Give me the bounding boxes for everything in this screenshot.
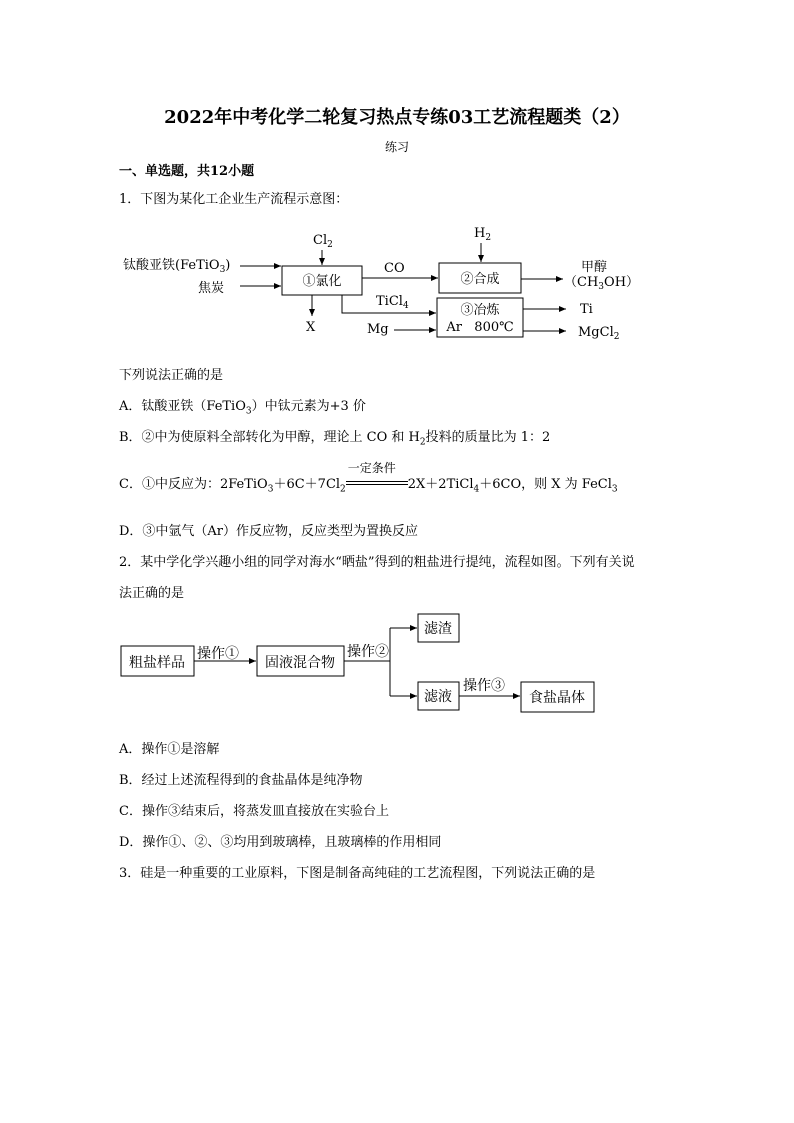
page-title: 2022年中考化学二轮复习热点专练03工艺流程题类（2） [164, 107, 630, 128]
q2-option-b: B．经过上述流程得到的食盐晶体是纯净物 [119, 773, 363, 788]
box-solid-liquid-mixture-label: 固液混合物 [265, 655, 335, 671]
box-salt-crystal-label: 食盐晶体 [529, 690, 585, 706]
q1-input-coke: 焦炭 [198, 281, 225, 296]
q1-co: CO [384, 261, 405, 276]
q1-h2: $H_2$ [474, 226, 492, 243]
q1-mg: Mg [367, 322, 389, 337]
q1-ticl4: TiCl$_4$ [376, 294, 409, 311]
reaction-condition-arrow [346, 461, 408, 488]
box-chlorination-label: ①氯化 [302, 274, 342, 289]
q1-ti: Ti [580, 302, 593, 317]
q1-stem: 1．下图为某化工企业生产流程示意图： [119, 192, 349, 207]
q1-prompt: 下列说法正确的是 [119, 368, 224, 383]
q2-option-d: D．操作①、②、③均用到玻璃棒，且玻璃棒的作用相同 [119, 835, 442, 850]
box-crude-salt-label: 粗盐样品 [129, 655, 185, 671]
q1-x: X [306, 320, 316, 335]
page-subtitle: 练习 [384, 140, 409, 154]
q2-flow-diagram [0, 600, 794, 720]
q1-option-a: A．钛酸亚铁（FeTiO$_3$）中钛元素为+3 价 [119, 399, 366, 417]
q1-mgcl2: MgCl$_2$ [578, 325, 620, 342]
box-smelting-label: ③冶炼 [460, 303, 500, 318]
q1-methanol-formula: $(CH_3OH)$ [564, 275, 640, 292]
box-filtrate-label: 滤液 [424, 689, 452, 705]
q1-flow-diagram [0, 0, 794, 360]
q2-op3: 操作③ [463, 678, 505, 694]
section-heading: 一、单选题，共12小题 [119, 164, 255, 179]
q2-option-a: A．操作①是溶解 [119, 742, 220, 757]
q1-input-fetio3: 钛酸亚铁(FeTiO$_3$) [123, 258, 231, 275]
q2-op1: 操作① [197, 646, 239, 662]
q2-op2: 操作② [347, 644, 389, 660]
q2-stem-line1: 2．某中学化学兴趣小组的同学对海水“晒盐”得到的粗盐进行提纯，流程如图。下列有关说 [119, 555, 635, 570]
q1-methanol: 甲醇 [581, 260, 608, 275]
box-smelting-conditions: Ar 800℃ [446, 320, 514, 335]
q3-stem: 3．硅是一种重要的工业原料，下图是制备高纯硅的工艺流程图，下列说法正确的是 [119, 866, 596, 881]
q1-cl2: $Cl_2$ [313, 233, 333, 250]
q2-option-c: C．操作③结束后，将蒸发皿直接放在实验台上 [119, 804, 389, 819]
q1-option-b: B．②中为使原料全部转化为甲醇，理论上 CO 和 $H_2$投料的质量比为 1：2 [119, 430, 551, 448]
box-residue-label: 滤渣 [424, 621, 452, 637]
reaction-condition: 一定条件 [347, 461, 396, 475]
q2-stem-line2: 法正确的是 [119, 586, 185, 601]
box-synthesis-label: ②合成 [460, 272, 500, 287]
q1-option-c: C．①中反应为：$2FeTiO_3+6C+7Cl_2$ 一定条件 2X＋2TiCl$_4$＋6CO，则 X 为 FeCl$_3$ [119, 461, 618, 495]
q1-option-d: D．③中氩气（Ar）作反应物，反应类型为置换反应 [119, 524, 419, 539]
